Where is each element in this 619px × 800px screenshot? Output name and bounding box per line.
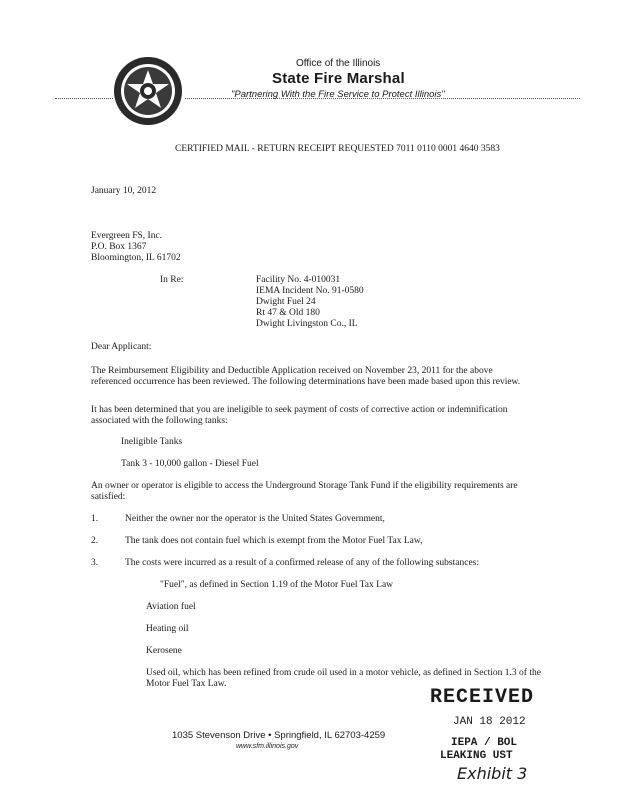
- in-re-line: Rt 47 & Old 180: [256, 308, 320, 318]
- paragraph-eligibility: An owner or operator is eligible to access the Underground Storage Tank Fund if the eligibility requirements are satisfied:: [91, 481, 518, 502]
- in-re-line: Facility No. 4-010031: [256, 275, 341, 285]
- addressee-block: [91, 231, 181, 264]
- received-stamp: RECEIVED: [430, 686, 535, 709]
- list-number: 3.: [91, 558, 99, 568]
- addressee-line: Bloomington, IL 61702: [91, 253, 181, 263]
- in-re-line: Dwight Fuel 24: [256, 297, 316, 307]
- in-re-line: Dwight Livingston Co., IL: [256, 319, 358, 329]
- substance-item: Aviation fuel: [146, 602, 196, 612]
- list-item-text: The costs were incurred as a result of a confirmed release of any of the following substances:: [125, 558, 480, 568]
- ineligible-tanks-heading: Ineligible Tanks: [121, 437, 183, 447]
- state-fire-marshal-seal: [113, 56, 183, 126]
- tank-line: Tank 3 - 10,000 gallon - Diesel Fuel: [121, 459, 259, 469]
- in-re-block: [256, 275, 364, 330]
- office-line: Office of the Illinois: [296, 58, 381, 69]
- substance-item: Heating oil: [146, 624, 189, 634]
- letterhead-title: State Fire Marshal: [272, 70, 405, 87]
- stamp-dept: IEPA / BOL: [451, 737, 518, 749]
- in-re-label: In Re:: [160, 275, 184, 285]
- list-item-text: The tank does not contain fuel which is exempt from the Motor Fuel Tax Law,: [125, 536, 423, 546]
- letter-date: January 10, 2012: [91, 186, 157, 196]
- list-number: 2.: [91, 536, 99, 546]
- exhibit-label: Exhibit 3: [457, 764, 528, 783]
- received-date: JAN 18 2012: [453, 716, 526, 728]
- letterhead-rule-left: [55, 98, 113, 99]
- stamp-program: LEAKING UST: [440, 750, 513, 762]
- addressee-line: Evergreen FS, Inc.: [91, 231, 163, 241]
- paragraph-review: The Reimbursement Eligibility and Deductible Application received on November 23, 2011 for the above referenced occurrence has been reviewed. The following determinations have been made based upon this review.: [91, 366, 521, 387]
- letterhead-motto: "Partnering With the Fire Service to Protect Illinois": [231, 89, 445, 100]
- addressee-line: P.O. Box 1367: [91, 242, 147, 252]
- used-oil-definition: Used oil, which has been refined from crude oil used in a motor vehicle, as defined in Section 1.3 of the Motor Fuel Tax Law.: [146, 668, 541, 689]
- paragraph-ineligible: It has been determined that you are ineligible to seek payment of costs of corrective action or indemnification associated with the following tanks:: [91, 405, 508, 426]
- footer-website: www.sfm.illinois.gov: [236, 743, 299, 750]
- substance-item: Kerosene: [146, 646, 182, 656]
- certified-mail-line: CERTIFIED MAIL - RETURN RECEIPT REQUESTED 7011 0110 0001 4640 3583: [175, 144, 500, 154]
- salutation: Dear Applicant:: [91, 342, 152, 352]
- footer-address: 1035 Stevenson Drive • Springfield, IL 62703-4259: [172, 730, 386, 741]
- list-item-text: Neither the owner nor the operator is the United States Government,: [125, 514, 385, 524]
- list-number: 1.: [91, 514, 99, 524]
- in-re-line: IEMA Incident No. 91-0580: [256, 286, 364, 296]
- fuel-definition: "Fuel", as defined in Section 1.19 of the Motor Fuel Tax Law: [160, 580, 394, 590]
